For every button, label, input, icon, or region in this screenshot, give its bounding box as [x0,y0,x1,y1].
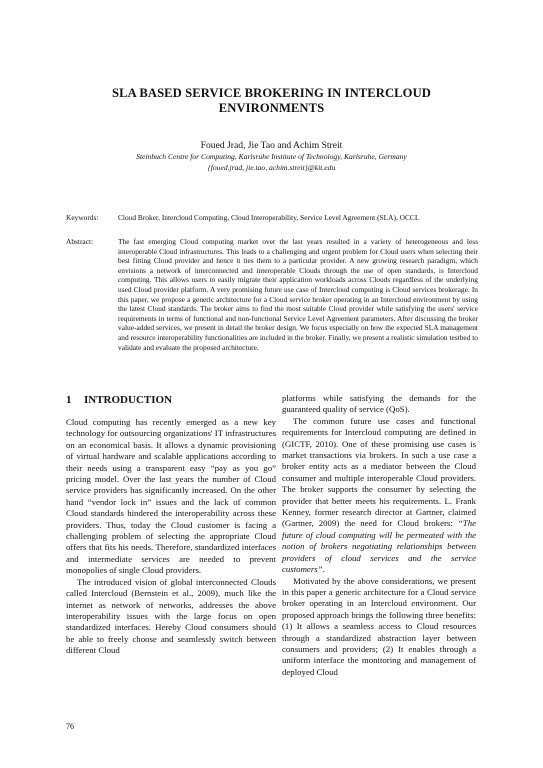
intro-paragraph-5: Motivated by the above considerations, we present in this paper a generic architecture for a Cloud service broker operating in an Intercloud environment. Our proposed approach brings the following three benefits: (1) It allows a seamless access to Cloud resources through a standardized abstraction layer between consumers and providers; (2) It enables through a uniform interface the monitoring and management of deployed Cloud [282,575,476,677]
author-emails: {foued.jrad, jie.tao, achim.streit}@kit.edu [207,162,336,172]
section-heading [66,394,172,407]
intro-paragraph-2: The introduced vision of global interconnected Clouds called Intercloud (Bernstein et al., 2009), much like the internet as network of networks, addresses the above interoperability issues with the large focus on open standardized interfaces. Hereby Cloud consumers should be able to freely choose and seamlessly switch between different Cloud [66,576,276,656]
paper-authors: Foued Jrad, Jie Tao and Achim Streit [200,140,343,151]
left-column [66,417,276,657]
right-column [282,393,476,678]
paper-title: SLA BASED SERVICE BROKERING IN INTERCLOUD ENVIRONMENTS [112,86,431,115]
intro-paragraph-3: platforms while satisfying the demands for the guaranteed quality of service (QoS). [282,393,476,415]
intro-paragraph-1: Cloud computing has recently emerged as a new key technology for outsourcing organizations' IT infrastructures on an economical basis. It allows a dynamic provisioning of virtual hardware and scalable applications according to their needs using a transparent easy “pay as you go” pricing model. Over the last years the number of Cloud service providers has significantly increased. On the other hand “vendor lock in” issues and the lack of common Cloud standards hindered the interoperability across these providers. Thus, today the Cloud customer is facing a challenging problem of selecting the appropriate Cloud offers that fits his needs. Therefore, standardized interfaces and intermediate services are needed to prevent monopolies of single Cloud providers. [66,417,276,576]
page-number: 76 [66,722,74,731]
section-title: INTRODUCTION [84,394,173,406]
intro-paragraph-4 [282,416,476,576]
keywords-label: Keywords: [66,213,99,222]
paragraph-4-text: The common future use cases and functional requirements for Intercloud computing are defined in (GICTF, 2010). One of these promising use cases is market transactions via brokers. In such a use case a broker entity acts as a mediator between the Cloud consumer and multiple interoperable Cloud providers. The broker supports the consumer by selecting the provider that better meets his requirements. L. Frank Kenney, former research director at Gartner, claimed (Gartner, 2009) the need for Cloud brokers: [282,415,476,529]
section-number: 1 [66,394,72,406]
paragraph-4-end: . [322,564,325,575]
affiliation-text: Steinbuch Centre for Computing, Karlsruhe Institute of Technology, Karlsruhe, Germany [136,152,407,161]
gartner-quote: “The future of cloud computing will be permeated with the notion of brokers negotiating relationships between providers of cloud services and the service customers” [282,518,476,575]
paper-affiliation [60,152,483,173]
keywords-text: Cloud Broker, Intercloud Computing, Cloud Interoperability, Service Level Agreement (SLA), OCCI. [118,213,420,222]
abstract-label: Abstract: [66,237,94,246]
abstract-text: The fast emerging Cloud computing market over the last years resulted in a variety of heterogeneous and less interoperable Cloud infrastructures. This leads to a challenging and urgent problem for Cloud users when selecting their best fitting Cloud provider and hence it ties them to a particular provider. A new growing research paradigm, which envisions a network of interconnected and interoperable Clouds through the use of open standards, is Intercloud computing. This allows users to easily migrate their application workloads across Clouds regardless of the underlying used Cloud provider platform. A very promising future use case of Intercloud computing is Cloud services brokerage. In this paper, we propose a generic architecture for a Cloud service broker operating in an Intercloud environment by using the latest Cloud standards. The broker aims to find the most suitable Cloud provider while satisfying the users' service requirements in terms of functional and non-functional Service Level Agreement parameters. After discussing the broker value-added services, we present in detail the broker design. We focus especially on how the expected SLA management and resource interoperability functionalities are included in the broker. Finally, we present a realistic simulation testbed to validate and evaluate the proposed architecture. [118,237,478,352]
